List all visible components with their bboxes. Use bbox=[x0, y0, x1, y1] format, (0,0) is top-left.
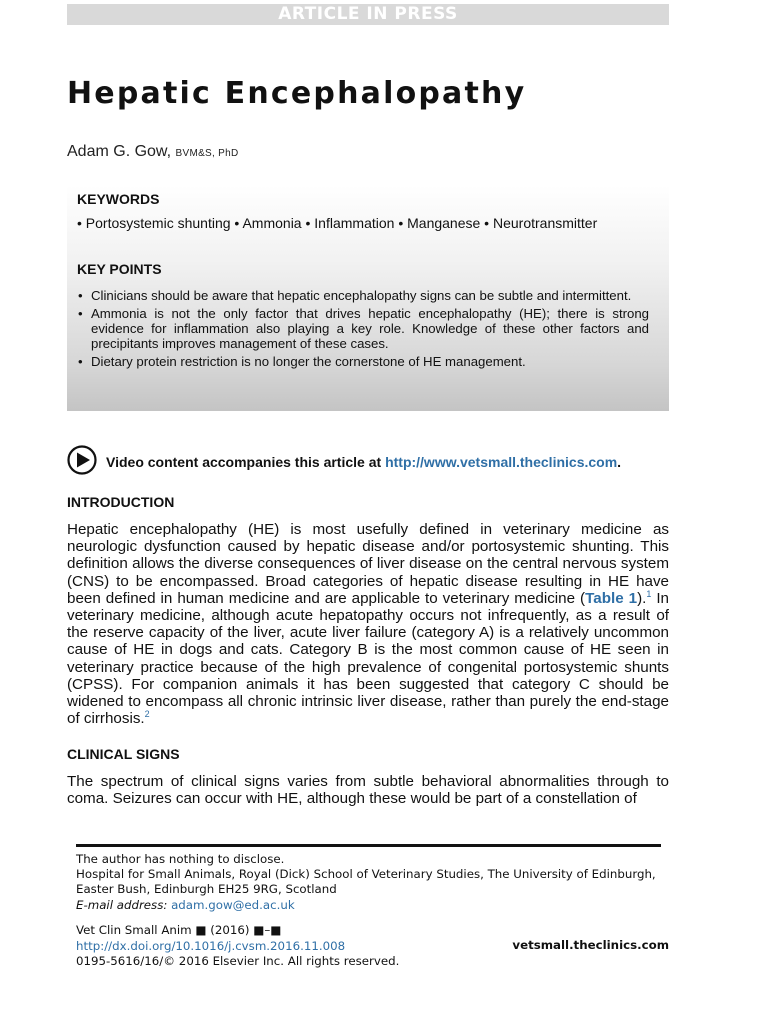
keyword: Neurotransmitter bbox=[492, 215, 598, 231]
key-point-item: • Ammonia is not the only factor that drives hepatic encephalopathy (HE); there is strong evidence for inflammation also playing a key role. Knowledge of these other factors and precipitants improves management of these cases. bbox=[77, 306, 649, 351]
author-credentials: BVM&S, PhD bbox=[175, 148, 239, 159]
intro-text-c: In veterinary medicine, although acute hepatopathy occurs not infrequently, as a result of the reserve capacity of the liver, acute liver failure (category A) is a relatively uncommon cause of HE in dogs and cats. Category B is the most common cause of HE seen in veterinary practice because of the high prevalence of congenital portosystemic shunts (CPSS). For companion animals it has been suggested that category C should be widened to encompass all chronic intrinsic liver disease, rather than purely the end-stage of cirrhosis. bbox=[67, 589, 669, 728]
disclosure-note: The author has nothing to disclose. bbox=[76, 852, 285, 866]
key-point-item: • Clinicians should be aware that hepatic encephalopathy signs can be subtle and intermittent. bbox=[77, 288, 649, 303]
video-link[interactable]: http://www.vetsmall.theclinics.com bbox=[385, 454, 618, 470]
email-label: E-mail address: bbox=[76, 898, 168, 912]
copyright-line: 0195-5616/16/© 2016 Elsevier Inc. All rights reserved. bbox=[76, 954, 400, 968]
keyword: Portosystemic shunting bbox=[85, 215, 231, 231]
footnote-divider bbox=[76, 844, 661, 847]
affiliation-note: Hospital for Small Animals, Royal (Dick) School of Veterinary Studies, The University of Edinburgh, Easter Bush, Edinburgh EH25 9RG, Scotland bbox=[76, 867, 656, 897]
video-end: . bbox=[617, 454, 622, 470]
video-notice bbox=[67, 447, 621, 477]
reference-2-link[interactable]: 2 bbox=[144, 709, 150, 720]
key-point-item: • Dietary protein restriction is no longer the cornerstone of HE management. bbox=[77, 354, 649, 369]
key-points-heading: KEY POINTS bbox=[77, 261, 162, 277]
video-text: Video content accompanies this article at bbox=[106, 454, 382, 470]
keyword: Inflammation bbox=[314, 215, 395, 231]
email-note bbox=[76, 898, 666, 913]
intro-text-b: ). bbox=[637, 589, 647, 607]
citation-block bbox=[76, 923, 399, 970]
clinical-signs-heading: CLINICAL SIGNS bbox=[67, 746, 180, 762]
keyword: Manganese bbox=[407, 215, 481, 231]
keywords-list: • Portosystemic shunting • Ammonia • Inflammation • Manganese • Neurotransmitter bbox=[77, 215, 598, 231]
keyword: Ammonia bbox=[242, 215, 302, 231]
author-name: Adam G. Gow, bbox=[67, 143, 172, 160]
journal-site: vetsmall.theclinics.com bbox=[512, 938, 669, 952]
video-notice-text bbox=[106, 454, 621, 470]
key-points-list bbox=[77, 288, 649, 372]
keywords-keypoints-box bbox=[67, 185, 669, 411]
table-1-link[interactable]: Table 1 bbox=[585, 589, 638, 607]
keywords-heading: KEYWORDS bbox=[77, 191, 160, 207]
doi-link[interactable]: http://dx.doi.org/10.1016/j.cvsm.2016.11.008 bbox=[76, 938, 346, 953]
reference-1-link[interactable]: 1 bbox=[646, 588, 652, 599]
email-link[interactable]: adam.gow@ed.ac.uk bbox=[171, 898, 295, 912]
clinical-signs-paragraph: The spectrum of clinical signs varies from subtle behavioral abnormalities through to coma. Seizures can occur with HE, although these would be part of a constellation of bbox=[67, 773, 669, 808]
intro-text-a: Hepatic encephalopathy (HE) is most usefully defined in veterinary medicine as neurologic dysfunction caused by hepatic disease and/or portosystemic shunting. This definition allows the diverse consequences of liver disease on the central nervous system (CNS) to be encompassed. Broad categories of hepatic disease resulting in HE have been defined in human medicine and are applicable to veterinary medicine ( bbox=[67, 521, 669, 607]
article-in-press-banner: ARTICLE IN PRESS bbox=[67, 4, 669, 25]
author-line bbox=[67, 143, 239, 161]
journal-citation: Vet Clin Small Anim ■ (2016) ■–■ bbox=[76, 923, 282, 937]
introduction-heading: INTRODUCTION bbox=[67, 494, 175, 510]
play-video-icon[interactable] bbox=[67, 445, 97, 480]
introduction-paragraph bbox=[67, 521, 669, 727]
article-title: Hepatic Encephalopathy bbox=[67, 76, 527, 111]
